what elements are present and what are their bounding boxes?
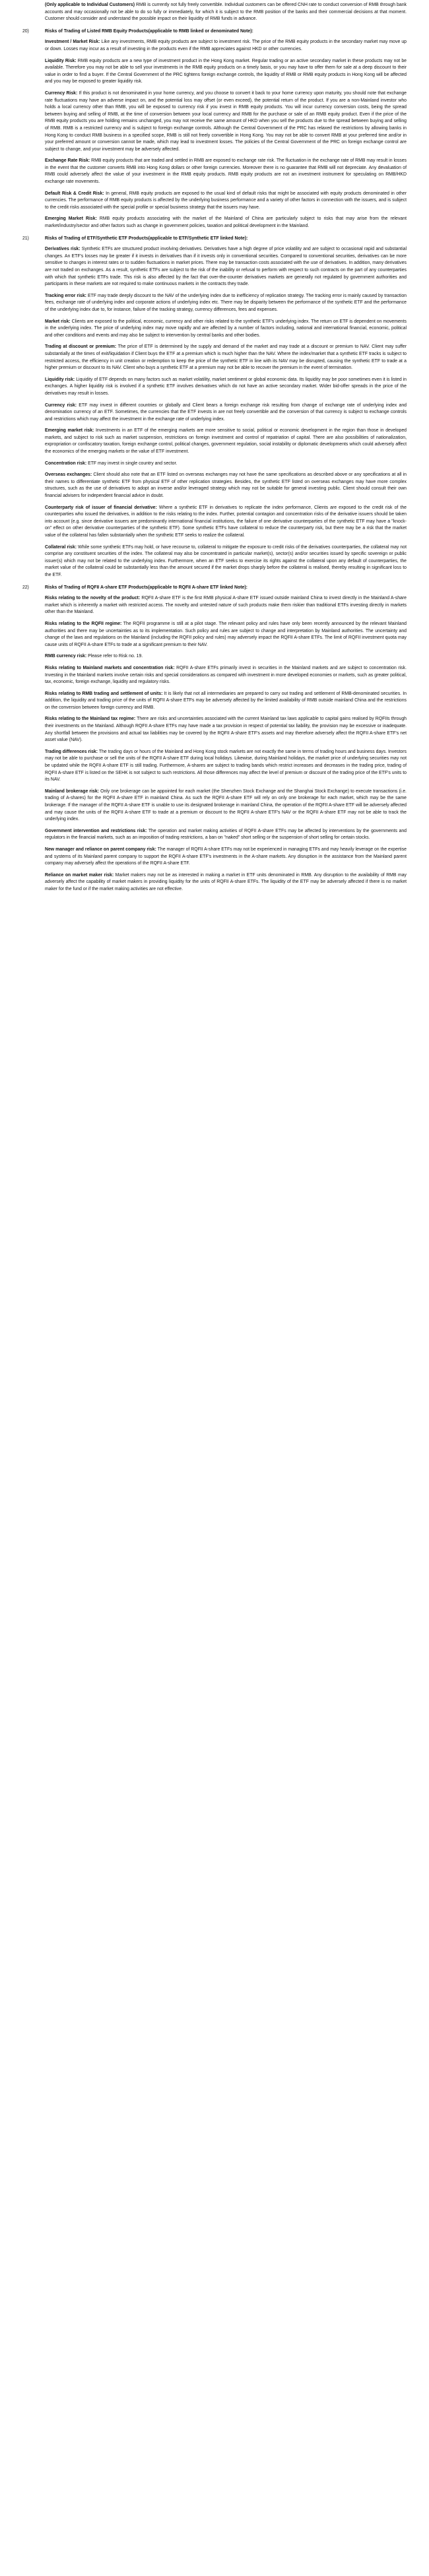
risk-text: If this product is not denominated in your home currency, and you choose to convert it back to your home currency upon maturity, you should note that exchange rate fluctuations may have an adverse impact on, and the potential loss may offset (or even exceed), the potential return of the product. If you are a non-Mainland investor who holds a local currency other than RMB, you will be exposed to currency risk if you invest in RMB equity products. You will incur currency conversion costs, being the spread between buying and selling of RMB, at the time of conversion between your local currency and RMB for the purchase or sale of an RMB equity product. Even if the price of the RMB equity products you are holding remains unchanged, you may not receive the same amount of HKD when you sell the products due to the spread between buying and selling of RMB. RMB is a restricted currency and is subject to foreign exchange controls. Although the Central Government of the PRC has relaxed the restrictions by allowing banks in Hong Kong to conduct RMB business in a specified scope, RMB is still not freely convertible in Hong Kong. You may not be able to convert RMB at your preferred time and/or in your preferred amount or conversion cannot be made, which may lead to investment losses. The policies of the Central Government of the PRC on foreign exchange control are subject to change, and your investment may be adversely affected. [45, 90, 407, 152]
risk-heading: RMB currency risk: [45, 654, 87, 659]
risk-heading: Risks relating to the Mainland tax regime: [45, 717, 136, 722]
risk-text: Like any investments, RMB equity products are subject to investment risk. The price of the RMB equity products in the secondary market may move up or down. Losses may incur as a result of investing in the products even if the RMB appreciates against HKD or other currencies. [45, 40, 407, 51]
risk-paragraph [45, 191, 407, 212]
intro-block [22, 2, 407, 23]
risk-paragraph [45, 90, 407, 153]
risk-heading: Liquidity Risk: [45, 58, 77, 63]
risk-paragraph [45, 691, 407, 712]
risk-text: Client should also note that an ETF listed on overseas exchanges may not have the same specifications as described above or any specifications at all in their names to differentiate synthetic ETF from physical ETF of other replication strategies. Besides, the synthetic ETF listed on overseas exchanges may have more complex structures, such as the use of derivatives to adopt an inverse and/or leveraged strategy which may not be suitable for general investing public. Client should consult their own financial advisers for independent financial advice in doubt. [45, 472, 407, 499]
risk-text: The price of ETF is determined by the supply and demand of the market and may trade at a discount or premium to NAV. Client may suffer substantially at the times of exit/liquidation if Client buys the ETF at a premium which is much higher than the NAV. Where the index/market that a synthetic ETF tracks is subject to restricted access, the efficiency in unit creation or redemption to keep the price of the synthetic ETF in line with its NAV may be disrupted, causing the synthetic ETF to trade at a higher premium or discount to its NAV. Client who buys a synthetic ETF at a premium may not be able to recover the premium in the event of termination. [45, 344, 407, 371]
risk-text: RQFII A-share ETF is the first RMB physical A-share ETF issued outside mainland China to invest directly in the Mainland A-share market which is inherently a market with restricted access. The novelty and untested nature of such products make them riskier than traditional ETFs investing directly in markets other than the Mainland. [45, 596, 407, 615]
risk-paragraph [45, 246, 407, 288]
section-heading [22, 28, 407, 36]
risk-heading: Liquidity risk: [45, 377, 75, 382]
section [22, 585, 407, 893]
risk-heading: Trading differences risk: [45, 749, 98, 754]
risk-paragraph [45, 402, 407, 424]
risk-text: The trading days or hours of the Mainland and Hong Kong stock markets are not exactly the same in terms of trading hours and business days. Investors may not be able to purchase or sell the units of the RQFII A-share ETF during local holidays. Likewise, during Mainland holidays, the market price of underlying securities may not be updated while the RQFII A-share ETF is still trading. Furthermore, A-shares are subject to trading bands which restrict increases and decreases in the trading price, trading of RQFII A-share ETF is listed on the SEHK is not subject to such restrictions. All those differences may affect the level of premium or discount of the trading price of the ETF's units to its NAV. [45, 749, 407, 783]
risk-paragraph [45, 872, 407, 893]
risk-text: The manager of RQFII A-share ETFs may not be experienced in managing ETFs and may heavily leverage on the expertise and systems of its Mainland parent company to support the RQFII A-share ETF's investments in the A-share markets. Any disruption in the assistance from the Mainland parent company may adversely affect the operations of the RQFII A-share ETF. [45, 847, 407, 866]
risk-paragraph [45, 665, 407, 686]
risk-text: ETF may invest in single country and sector. [86, 461, 178, 466]
risk-paragraph [45, 158, 407, 185]
risk-heading: New manager and reliance on parent company risk: [45, 847, 156, 852]
risk-paragraph [45, 377, 407, 398]
risk-text: Clients are exposed to the political, economic, currency and other risks related to the synthetic ETF's underlying index. The return on ETF is dependent on movements in the underlying index. The price of underlying index may move rapidly and are affected by a number of factors including, national and international financial, economic, political and other conditions and events and may also be subject to intervention by central banks and other bodies. [45, 319, 407, 338]
section [22, 28, 407, 230]
risk-text: ETF may invest in different countries or globally and Client bears a foreign exchange risk resulting from change of exchange rate of underlying index and denomination currency of an ETF. Sometimes, the currencies that the ETF invests in are not freely convertible and the conversion of that currency is subject to exchange controls and restrictions which may affect the investment in the exchange rate of underlying index. [45, 402, 407, 422]
risk-text: The operation and market making activities of RQFII A-share ETFs may be affected by interventions by the governments and regulators in the financial markets, such as an imposition of trading restrictions, a ban on "naked" short selling or the suspension of short selling for certain stocks. [45, 828, 407, 841]
risk-paragraph [45, 2, 407, 23]
risk-heading: Counterparty risk of issuer of financial derivative: [45, 505, 157, 510]
risk-paragraph [45, 749, 407, 784]
section [22, 236, 407, 579]
risk-paragraph [45, 505, 407, 540]
risk-heading: Derivatives risk: [45, 247, 81, 252]
risk-heading: Market risk: [45, 319, 71, 324]
risk-paragraph [45, 828, 407, 842]
risk-heading: Mainland brokerage risk: [45, 789, 99, 794]
risk-heading: Risks relating to RMB trading and settlement of units: [45, 691, 163, 696]
risk-paragraph [45, 293, 407, 314]
risk-heading: Trading at discount or premium: [45, 344, 117, 350]
risk-text: RMB is currently not fully freely convertible. Individual customers can be offered CNH rate to conduct conversion of RMB through bank accounts and may occasionally not be able to do so fully or immediately, for which it is subject to the RMB position of the banks and their commercial decisions at that moment. Customer should consider and understand the possible impact on their liquidity of RMB funds in advance. [45, 3, 407, 22]
section-number: 20) [22, 28, 29, 34]
risk-paragraph [45, 216, 407, 230]
risk-text: There are risks and uncertainties associated with the current Mainland tax laws applicable to capital gains realised by RQFIIs through their investments on the Mainland. Although RQFII A-share ETFs may have made a tax provision in respect of potential tax liability, the provision may be excessive or inadequate. Any shortfall between the provisions and actual tax liabilities may be covered by the RQFII A-share ETF's assets and may therefore adversely affect the RQFII A-share ETF's net asset value (NAV). [45, 717, 407, 743]
risk-heading: Exchange Rate Risk: [45, 158, 90, 164]
risk-text: Please refer to Risk no. 19. [86, 654, 143, 659]
risk-heading: Investment / Market Risk: [45, 40, 100, 45]
risk-heading: (Only applicable to Individual Customers) [45, 3, 135, 7]
risk-text: Investments in an ETF of the emerging markets are more sensitive to social, political or economic development in the region than those in developed markets, and subject to risk such as market suspension, restrictions on foreign investment and control of repatriation of capital. There are also possibilities of nationalization, expropriation or confiscatory taxation, foreign exchange control, political changes, government regulation, social instability or diplomatic developments which could adversely affect the economics of the emerging markets or the value of ETF investment. [45, 428, 407, 455]
risk-paragraph [45, 847, 407, 868]
sections-container [22, 28, 407, 893]
risk-heading: Government intervention and restrictions risk: [45, 828, 147, 833]
risk-heading: Default Risk & Credit Risk: [45, 191, 104, 196]
risk-text: ETF may trade deeply discount to the NAV of the underlying index due to inefficiency of replication strategy. The tracking error is mainly caused by transaction fees, exchange rate of underlying index and corporate actions of underlying index etc. There may be disparity between the performance of the synthetic ETF and the performance of the underlying index due to, for instance, failure of the tracking strategy, currency differences, fees and expenses. [45, 293, 407, 312]
risk-paragraph [45, 428, 407, 455]
risk-paragraph [45, 39, 407, 53]
risk-text: RQFII A-share ETFs primarily invest in securities in the Mainland markets and are subject to concentration risk. Investing in the Mainland markets involve certain risks and special considerations as compared with investment in more developed economies or markets, such as greater political, tax, economic, foreign exchange, liquidity and regulatory risks. [45, 665, 407, 685]
risk-text: Synthetic ETFs are structured product involving derivatives. Derivatives have a high degree of price volatility and are subject to occasional rapid and substantial changes. An ETF's losses may be greater if it invests in derivatives than if it invests only in conventional securities. Compared to conventional securities, derivatives can be more sensitive to changes in interest rates or to sudden fluctuations in market prices. There may be transaction costs associated with the use of derivatives. In addition, many derivatives are not traded on exchanges. As a result, synthetic ETFs are subject to the risk of the inability or refusal to perform with respect to such contracts on the part of any counterparties with which that synthetic ETFs trade. This risk is also affected by the fact that over-the-counter derivatives markets are generally not regulated by government authorities and participants in these markets are not required to make continuous markets in the contracts they trade. [45, 247, 407, 287]
risk-paragraph [45, 621, 407, 649]
risk-heading: Risks relating to the RQFII regime: [45, 621, 122, 626]
risk-text: RMB equity products associating with the market of the Mainland of China are particularly subject to risks that may arise from the relevant market/industry/sector and other factors such as change in government policies, taxation and political development in the Mainland. [45, 216, 407, 229]
risk-paragraph [45, 344, 407, 371]
risk-heading: Collateral risk: [45, 544, 77, 550]
risk-paragraph [45, 595, 407, 616]
risk-heading: Reliance on market maker risk: [45, 872, 114, 878]
risk-text: In general, RMB equity products are exposed to the usual kind of default risks that might be associated with equity products denominated in other currencies. The performance of RMB equity products is affected by the underlying business performance and a variety of other factors in connection with the issuers, and is subject to the credit risks associated with the special profile or special business strategy that the issuers may have. [45, 191, 407, 210]
risk-text: RMB equity products are a new type of investment product in the Hong Kong market. Regular trading or an active secondary market in these products may not be available. Therefore you may not be able to sell your investments in the RMB equity products on a timely basis, or you may have to offer them for sale at a deep discount to their value in order to find a buyer. If the Central Government of the PRC tightens foreign exchange controls, the liquidity of RMB or RMB equity products in Hong Kong will be affected and you may be exposed to greater liquidity risk. [45, 58, 407, 84]
risk-heading: Emerging market risk: [45, 428, 94, 434]
risk-paragraph [45, 716, 407, 744]
risk-heading: Concentration risk: [45, 461, 87, 466]
risk-text: The RQFII programme is still at a pilot stage. The relevant policy and rules have only been recently announced by the relevant Mainland authorities and there may be uncertainties as to its implementation. Such policy and rules are subject to change and interpretation by Mainland authorities. The uncertainty and change of the laws and regulations on the Mainland (including the RQFII policy and rules) may adversely impact the RQFII A-share ETFs. The limit of RQFII investment quota may cause units of RQFII A-share ETFs to trade at a significant premium to their NAV. [45, 621, 407, 647]
risk-text: RMB equity products that are traded and settled in RMB are exposed to exchange rate risk. The fluctuation in the exchange rate of RMB may result in losses in the event that the customer converts RMB into Hong Kong dollars or other foreign currencies. Moreover there is no guarantee that RMB will not depreciate. Any devaluation of RMB could adversely affect the value of your investment in the RMB equity products. RMB equity products are not an investment instrument for speculating on RMB/HKD exchange rate movements. [45, 158, 407, 185]
risk-text: While some synthetic ETFs may hold, or have recourse to, collateral to mitigate the exposure to credit risks of the derivatives counterparties, the collateral may not comprise any constituent securities of the index. The collateral may also be concentrated in particular market(s), sector(s) and/or securities issued by specific sovereign or public issuer(s) which may not be related to the underlying index. Furthermore, when an ETF seeks to exercise its rights against the collateral upon any default of counterparties, the market value of the collateral could be substantially less than the amount secured if the market drops sharply before the collateral is realised, thereby resulting in significant loss to the ETF. [45, 544, 407, 577]
risk-paragraph [45, 461, 407, 468]
document-page [0, 0, 429, 893]
risk-text: Liquidity of ETF depends on many factors such as market volatility, market sentiment or global economic data. Its liquidity may be poor sometimes even it is listed in exchanges. A higher liquidity risk is involved if a synthetic ETF involves derivatives which do not have an active secondary market. Wider bid-offer spreads in the price of the derivatives may result in losses. [45, 377, 407, 396]
risk-paragraph [45, 319, 407, 340]
risk-text: It is likely that not all intermediaries are prepared to carry out trading and settlement of RMB-denominated securities. In addition, the liquidity and trading price of the units of RQFII A-share ETFs may be adversely affected by the limited availability of RMB outside mainland China and the restrictions on the conversion between foreign currency and RMB. [45, 691, 407, 710]
section-title: Risks of Trading of Listed RMB Equity Products(applicable to RMB linked or denominated Note): [45, 28, 253, 34]
risk-heading: Currency Risk: [45, 90, 78, 96]
section-title: Risks of Trading of RQFII A-share ETF Products(applicable to RQFII A-share ETF linked Note): [45, 585, 248, 590]
section-number: 21) [22, 236, 29, 241]
risk-paragraph [45, 789, 407, 823]
risk-heading: Risks relating to the novelty of the product: [45, 596, 141, 601]
risk-heading: Risks relating to Mainland markets and concentration risk: [45, 665, 175, 670]
risk-paragraph [45, 58, 407, 86]
section-heading [22, 585, 407, 592]
risk-text: Market makers may not be as interested in making a market in ETF units denominated in RMB. Any disruption to the availability of RMB may adversely affect the capability of market makers in providing liquidity for the units of RQFII A-share ETFs. The liquidity of the ETF may be adversely affected if there is no market maker for the fund or if the market making activities are not effective. [45, 872, 407, 891]
risk-heading: Tracking error risk: [45, 293, 86, 298]
risk-heading: Emerging Market Risk: [45, 216, 97, 222]
risk-paragraph [45, 653, 407, 660]
section-heading [22, 236, 407, 243]
section-title: Risks of Trading of ETF/Synthetic ETF Products(applicable to ETF/Synthetic ETF linked Note): [45, 236, 248, 241]
risk-heading: Currency risk: [45, 402, 77, 408]
section-number: 22) [22, 585, 29, 590]
risk-text: Only one brokerage can be appointed for each market (the Shenzhen Stock Exchange and the Shanghai Stock Exchange) to execute transactions (i.e. trading of A-shares) for the RQFII A-share ETF in mainland China. As such the RQFII A-share ETF will rely on only one brokerage for each market, which may be the same brokerage. If the manager of the RQFII A-share ETF is unable to use its designated brokerage in mainland China, the operation of the RQFII A-share ETF will be adversely affected and may cause the units of the RQFII A-share ETF to trade at a premium or discount to the RQFII A-share ETF's NAV or the RQFII A-share ETF may not be able to track the underlying index. [45, 789, 407, 822]
risk-paragraph [45, 472, 407, 499]
risk-text: Where a synthetic ETF in derivatives to replicate the index performance, Clients are exposed to the credit risk of the counterparties who issued the derivatives, in addition to the risks relating to the index. Further, potential contagion and concentration risks of the derivative issuers should be taken into account (e.g. since derivative issuers are predominantly international financial institutions, the failure of one derivative counterparties of the synthetic ETF may have a "knock-on" effect on other derivative counterparties of the synthetic ETF). Some synthetic ETFs have collateral to reduce the counterparty risk, but there may be a risk that the market value of the collateral has fallen substantially when the synthetic ETF seeks to realize the collateral. [45, 505, 407, 538]
risk-paragraph [45, 544, 407, 579]
risk-heading: Overseas exchanges: [45, 472, 92, 478]
